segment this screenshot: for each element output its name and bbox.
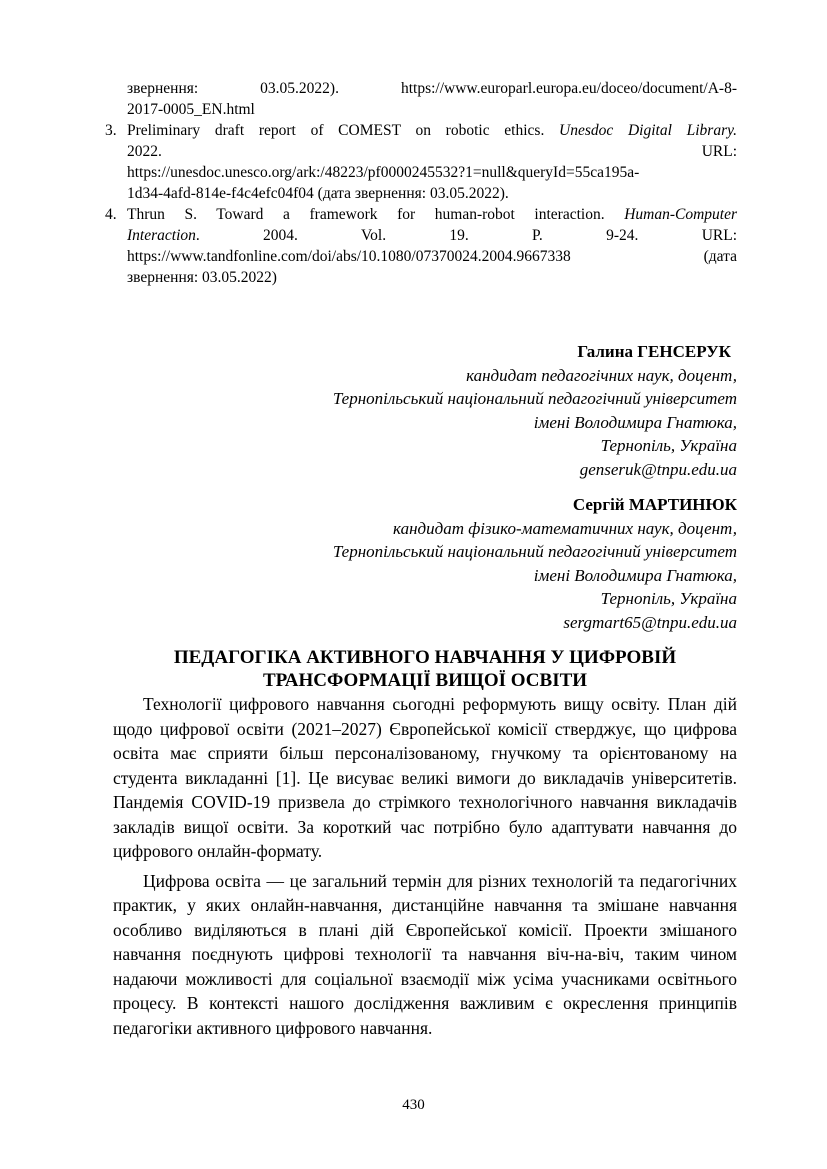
author-name: Галина ГЕНСЕРУК xyxy=(577,342,731,361)
reference-text: Preliminary draft report of COMEST on robotic ethics. xyxy=(127,122,560,139)
reference-line: звернення: 03.05.2022) xyxy=(127,269,277,286)
reference-item-4 xyxy=(105,204,737,288)
reference-url[interactable]: https://www.tandfonline.com/doi/abs/10.1080/07370024.2004.9667338 (дата xyxy=(127,248,737,265)
article-body xyxy=(113,692,737,1040)
author-degree: кандидат педагогічних наук, доцент, xyxy=(466,365,737,385)
reference-text: . 2004. Vol. 19. P. 9-24. URL: xyxy=(195,227,737,244)
reference-line: звернення: 03.05.2022). https://www.europarl.europa.eu/doceo/document/A-8- xyxy=(127,80,737,97)
paragraph: Цифрова освіта — це загальний термін для різних технологій та педагогічних практик, у яких онлайн-навчання, дистанційне навчання та змішане навчання особливо виділяються в плані дій Європейської комісії. Проекти змішаного навчання поєднують цифрові технології та навчання віч-на-віч, таким чином надаючи можливості для соціальної взаємодії між усіма учасниками освітнього процесу. В контексті нашого дослідження важливим є окреслення принципів педагогіки активного цифрового навчання. xyxy=(113,870,737,1038)
author-1 xyxy=(113,340,737,481)
page-content xyxy=(105,78,738,1040)
author-university: Тернопільський національний педагогічний університет xyxy=(332,389,737,408)
reference-source: Human-Computer xyxy=(624,206,737,223)
author-email[interactable]: sergmart65@tnpu.edu.ua xyxy=(563,612,737,632)
reference-line: 2017-0005_EN.html xyxy=(127,101,255,118)
references-list xyxy=(105,78,738,288)
author-university-name: імені Володимира Гнатюка, xyxy=(533,412,737,432)
reference-source: Unesdoc Digital Library. xyxy=(559,122,738,139)
reference-line: 2022. URL: xyxy=(127,143,737,160)
reference-text: Thrun S. Toward a framework for human-robot interaction. xyxy=(127,206,625,223)
article-title xyxy=(113,646,737,692)
reference-line: 1d34-4afd-814e-f4c4efc04f04 (дата звернення: 03.05.2022). xyxy=(127,185,509,202)
reference-source: Interaction xyxy=(127,227,196,244)
reference-line xyxy=(127,225,737,246)
reference-number: 4. xyxy=(105,206,117,223)
article-title-line: ТРАНСФОРМАЦІЇ ВИЩОЇ ОСВІТИ xyxy=(262,670,588,691)
reference-continuation xyxy=(113,78,737,120)
author-degree: кандидат фізико-математичних наук, доцент, xyxy=(393,518,737,538)
author-email[interactable]: genseruk@tnpu.edu.ua xyxy=(579,459,737,479)
reference-item-3 xyxy=(105,120,738,204)
article-title-line: ПЕДАГОГІКА АКТИВНОГО НАВЧАННЯ У ЦИФРОВІЙ xyxy=(173,647,677,668)
reference-line xyxy=(127,204,737,225)
author-city: Тернопіль, Україна xyxy=(600,589,737,608)
page-number: 430 xyxy=(402,1097,425,1113)
reference-number: 3. xyxy=(105,122,117,139)
author-university-name: імені Володимира Гнатюка, xyxy=(533,565,737,585)
author-name: Сергій МАРТИНЮК xyxy=(572,495,737,514)
author-city: Тернопіль, Україна xyxy=(600,436,737,455)
reference-url[interactable]: https://unesdoc.unesco.org/ark:/48223/pf0000245532?1=null&queryId=55ca195a- xyxy=(127,164,640,181)
author-2 xyxy=(113,493,737,634)
reference-line xyxy=(127,120,737,141)
paragraph: Технології цифрового навчання сьогодні реформують вищу освіту. План дій щодо цифрової освіти (2021–2027) Європейської комісії стверджує, що цифрова освіта має сприяти більш персоналізованому, гнучкому та орієнтованому на студента викладанні [1]. Це висуває великі вимоги до викладачів університетів. Пандемія COVID-19 призвела до стрімкого технологічного навчання викладачів закладів вищої освіти. За короткий час потрібно було адаптувати навчання до цифрового онлайн-формату. xyxy=(113,694,737,861)
author-university: Тернопільський національний педагогічний університет xyxy=(332,542,737,561)
